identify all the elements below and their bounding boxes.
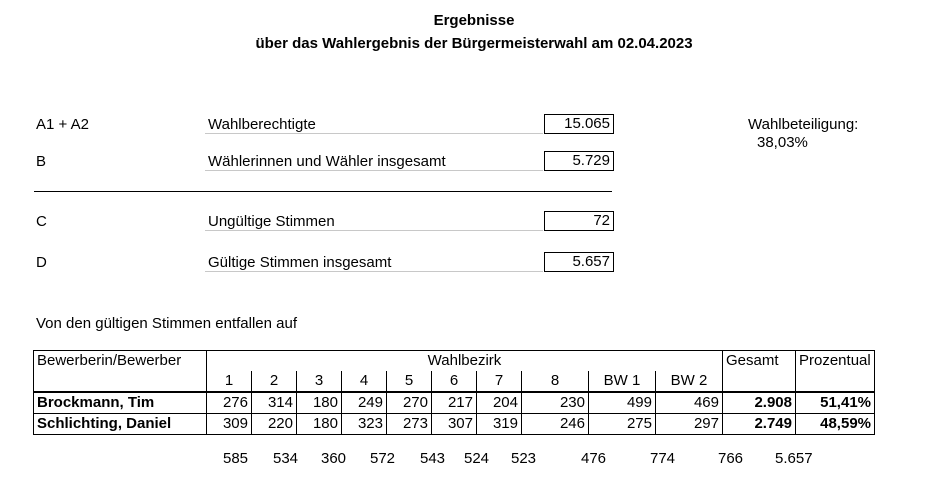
district-total: 585 [223,450,249,467]
row-label-valid: Gültige Stimmen insgesamt [208,254,392,271]
value-box-valid: 5.657 [544,252,614,272]
district-header: 1 [207,371,252,392]
district-header: 5 [387,371,432,392]
intro-text: Von den gültigen Stimmen entfallen auf [36,315,298,332]
underline [205,230,543,231]
header-total-spacer [723,371,796,392]
value-box-voters: 5.729 [544,151,614,171]
candidate-percent: 48,59% [796,414,875,435]
district-header: BW 2 [656,371,723,392]
turnout-label: Wahlbeteiligung: [748,116,859,133]
header-candidate: Bewerberin/Bewerber [34,351,207,372]
vote-cell: 323 [342,414,387,435]
vote-cell: 230 [522,392,589,414]
header-percent: Prozentual [796,351,875,372]
row-label-invalid: Ungültige Stimmen [208,213,335,230]
vote-cell: 275 [589,414,656,435]
header-candidate-spacer [34,371,207,392]
vote-cell: 220 [252,414,297,435]
district-header: 2 [252,371,297,392]
district-header: 3 [297,371,342,392]
district-total: 523 [511,450,537,467]
header-percent-spacer [796,371,875,392]
vote-cell: 276 [207,392,252,414]
vote-cell: 204 [477,392,522,414]
district-header: 8 [522,371,589,392]
district-total: 360 [321,450,347,467]
district-total: 766 [718,450,744,467]
district-total: 476 [581,450,607,467]
vote-cell: 297 [656,414,723,435]
vote-cell: 180 [297,392,342,414]
document-subtitle: über das Wahlergebnis der Bürgermeisterwahl am 02.04.2023 [255,35,693,52]
district-header: 4 [342,371,387,392]
candidate-name: Brockmann, Tim [34,392,207,414]
row-label-voters: Wählerinnen und Wähler insgesamt [208,153,446,170]
separator-line [34,191,612,192]
vote-cell: 469 [656,392,723,414]
vote-cell: 309 [207,414,252,435]
district-header: BW 1 [589,371,656,392]
district-total: 543 [420,450,446,467]
underline [205,133,543,134]
header-total: Gesamt [723,351,796,372]
vote-cell: 319 [477,414,522,435]
turnout-value: 38,03% [757,134,808,151]
candidate-name: Schlichting, Daniel [34,414,207,435]
candidate-total: 2.908 [723,392,796,414]
underline [205,170,543,171]
row-code-voters: B [36,153,47,170]
district-total: 774 [650,450,676,467]
row-code-eligible: A1 + A2 [36,116,89,133]
vote-cell: 180 [297,414,342,435]
vote-cell: 270 [387,392,432,414]
vote-cell: 307 [432,414,477,435]
district-total: 524 [464,450,490,467]
row-code-invalid: C [36,213,47,230]
row-code-valid: D [36,254,47,271]
vote-cell: 249 [342,392,387,414]
vote-cell: 217 [432,392,477,414]
district-header: 6 [432,371,477,392]
results-table [33,350,875,435]
district-header: 7 [477,371,522,392]
candidate-percent: 51,41% [796,392,875,414]
vote-cell: 273 [387,414,432,435]
row-label-eligible: Wahlberechtigte [208,116,316,133]
district-total: 572 [370,450,396,467]
vote-cell: 246 [522,414,589,435]
value-box-eligible: 15.065 [544,114,614,134]
grand-total: 5.657 [775,450,813,467]
vote-cell: 499 [589,392,656,414]
header-district: Wahlbezirk [207,351,723,372]
underline [205,271,543,272]
candidate-total: 2.749 [723,414,796,435]
document-title: Ergebnisse [433,12,515,29]
vote-cell: 314 [252,392,297,414]
district-total: 534 [273,450,299,467]
value-box-invalid: 72 [544,211,614,231]
